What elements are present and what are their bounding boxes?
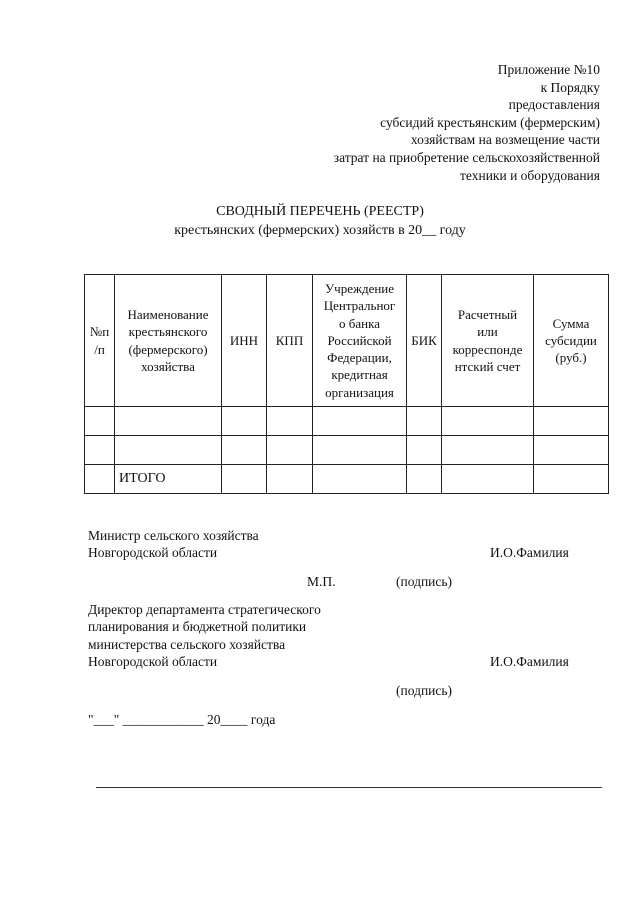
header-text: корреспонде	[452, 341, 523, 357]
annex-line: техники и оборудования	[460, 167, 600, 183]
table-cell	[222, 465, 267, 494]
director-title-line3: министерства сельского хозяйства	[88, 637, 286, 652]
table-cell	[313, 465, 407, 494]
document-subtitle: крестьянских (фермерских) хозяйств в 20__ году	[174, 223, 466, 238]
header-text: Расчетный	[457, 306, 518, 322]
total-row	[85, 465, 609, 494]
header-text: ИНН	[229, 332, 259, 348]
header-text: организация	[325, 384, 394, 400]
table-cell	[442, 407, 534, 436]
annex-line: Приложение №10	[497, 62, 600, 77]
annex-line: к Порядку	[540, 79, 600, 95]
table-header-row	[85, 275, 609, 407]
header-text: нтский счет	[454, 358, 521, 374]
director-title-line2: планирования и бюджетной политики	[88, 619, 307, 634]
header-text: Наименование	[127, 306, 209, 322]
minister-title-line2: Новгородской области	[88, 545, 218, 560]
header-number	[85, 275, 115, 407]
table-cell	[313, 407, 407, 436]
header-text: о банка	[339, 315, 380, 331]
header-text: субсидии	[545, 332, 597, 348]
header-kpp	[267, 275, 313, 407]
header-subsidy-amount	[534, 275, 609, 407]
registry-table	[84, 274, 609, 494]
table-cell	[313, 436, 407, 465]
annex-header	[334, 61, 600, 184]
minister-name: И.О.Фамилия	[490, 545, 569, 560]
header-inn	[222, 275, 267, 407]
document-title: СВОДНЫЙ ПЕРЕЧЕНЬ (РЕЕСТР)	[216, 204, 424, 219]
total-label: ИТОГО	[115, 465, 222, 494]
annex-line: хозяйствам на возмещение части	[410, 132, 600, 148]
table-cell	[534, 465, 609, 494]
table-row	[85, 436, 609, 465]
header-text: Российской	[327, 332, 392, 348]
table-cell	[407, 465, 442, 494]
minister-signature-label: (подпись)	[396, 574, 453, 589]
header-text: КПП	[275, 332, 304, 348]
header-text: или	[477, 324, 498, 340]
table-cell	[442, 465, 534, 494]
director-name: И.О.Фамилия	[490, 654, 569, 669]
table-cell	[115, 407, 222, 436]
header-text: БИК	[411, 332, 437, 348]
table-cell	[267, 407, 313, 436]
table-cell	[85, 465, 115, 494]
header-farm-name	[115, 275, 222, 407]
header-text: Центральног	[323, 298, 396, 314]
header-text: кредитная	[331, 367, 388, 383]
bottom-divider	[96, 787, 602, 788]
annex-line: субсидий крестьянским (фермерским)	[380, 114, 600, 130]
header-text: Федерации,	[327, 350, 392, 366]
header-text: (фермерского)	[128, 341, 208, 357]
table-cell	[267, 436, 313, 465]
table-cell	[222, 436, 267, 465]
table-cell	[407, 407, 442, 436]
date-line: "___" ____________ 20____ года	[88, 712, 276, 727]
header-text: (руб.)	[555, 350, 587, 366]
header-text: Учреждение	[324, 280, 395, 296]
table-cell	[267, 465, 313, 494]
director-title-line1: Директор департамента стратегического	[88, 602, 321, 617]
annex-line: предоставления	[508, 97, 600, 113]
header-account	[442, 275, 534, 407]
table-cell	[85, 407, 115, 436]
header-bik	[407, 275, 442, 407]
director-signature-label: (подпись)	[396, 683, 453, 698]
table-cell	[442, 436, 534, 465]
table-cell	[534, 407, 609, 436]
minister-title-line1: Министр сельского хозяйства	[88, 528, 259, 543]
table-cell	[222, 407, 267, 436]
header-text: /п	[94, 341, 105, 357]
header-text: крестьянского	[128, 324, 208, 340]
header-text: №п	[89, 324, 110, 340]
table-cell	[115, 436, 222, 465]
stamp-placeholder: М.П.	[307, 574, 336, 589]
director-title-line4: Новгородской области	[88, 654, 218, 669]
header-text: Сумма	[552, 315, 590, 331]
table-cell	[85, 436, 115, 465]
header-text: хозяйства	[141, 358, 195, 374]
table-cell	[407, 436, 442, 465]
table-cell	[534, 436, 609, 465]
annex-line: затрат на приобретение сельскохозяйственной	[333, 149, 600, 165]
header-bank	[313, 275, 407, 407]
table-row	[85, 407, 609, 436]
